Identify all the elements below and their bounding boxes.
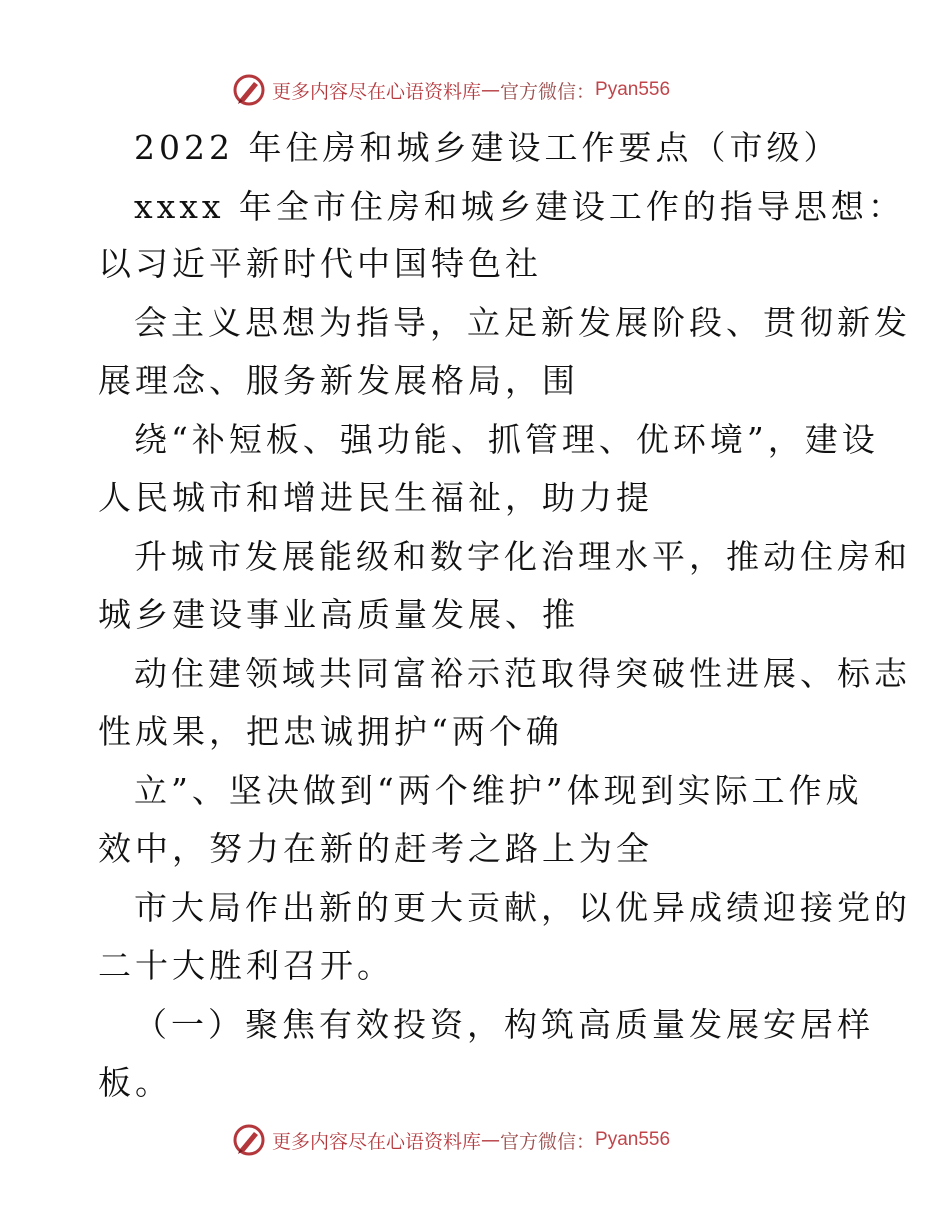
watermark-text: 更多内容尽在心语资料库 [272,1130,482,1153]
text-line: 立”、坚决做到“两个维护”体现到实际工作成 [134,771,863,810]
watermark-label: 官方微信： [500,1130,596,1153]
text-line: 板。 [98,1063,172,1102]
watermark-id: Pyan556 [595,79,671,100]
text-line: 展理念、服务新发展格局，围 [98,361,579,400]
watermark-text: 更多内容尽在心语资料库 [272,80,482,103]
section-heading: （一）聚焦有效投资，构筑高质量发展安居样 [134,1005,874,1044]
text-line: 人民城市和增进民生福祉，助力提 [98,478,653,517]
text-line: 升城市发展能级和数字化治理水平，推动住房和 [134,537,911,576]
watermark-dash: — [481,79,501,101]
text-line: xxxx 年全市住房和城乡建设工作的指导思想： [134,187,905,226]
text-line: 动住建领域共同富裕示范取得突破性进展、标志 [134,654,911,693]
text-line: 会主义思想为指导，立足新发展阶段、贯彻新发 [134,303,911,342]
document-title: 2022 年住房和城乡建设工作要点（市级） [134,128,841,167]
text-line: 二十大胜利召开。 [98,946,394,985]
text-line: 以习近平新时代中国特色社 [98,244,542,283]
watermark-id: Pyan556 [595,1129,671,1150]
text-line: 绕“补短板、强功能、抓管理、优环境”，建设 [134,420,879,459]
header-watermark [232,72,732,108]
footer-watermark [232,1122,732,1158]
text-line: 性成果，把忠诚拥护“两个确 [98,712,563,751]
text-line: 效中，努力在新的赶考之路上为全 [98,829,653,868]
pen-seal-icon [232,73,266,107]
watermark-dash: — [481,1129,501,1151]
watermark-label: 官方微信： [500,80,596,103]
pen-seal-icon [232,1123,266,1157]
text-line: 城乡建设事业高质量发展、推 [98,595,579,634]
text-line: 市大局作出新的更大贡献，以优异成绩迎接党的 [134,888,911,927]
